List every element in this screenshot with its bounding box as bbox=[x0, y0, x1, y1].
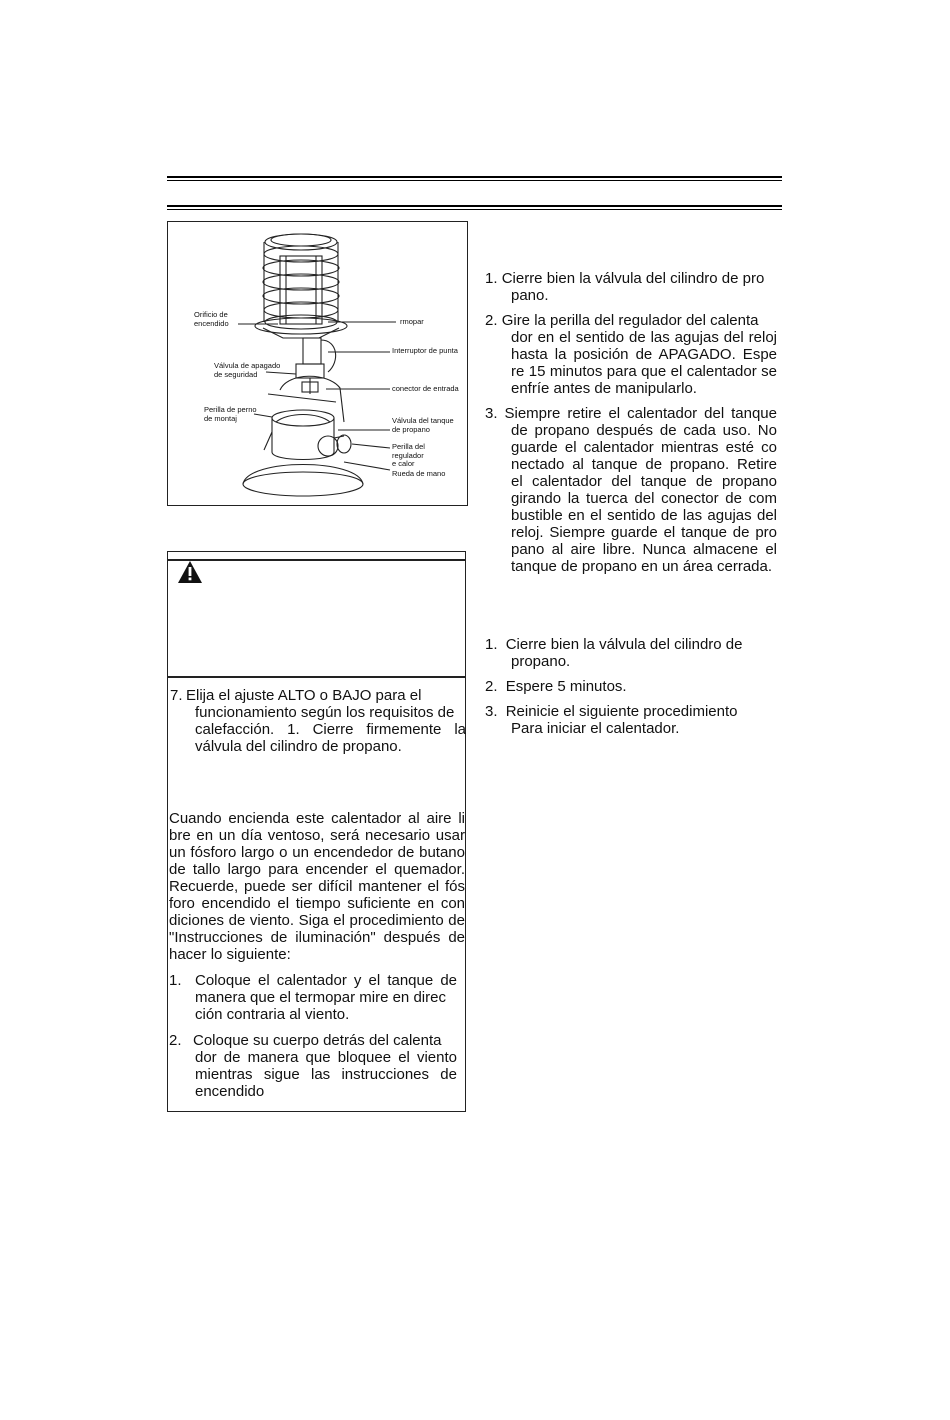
relight-item-3-number: 3. bbox=[485, 703, 498, 720]
shutdown-item-3-line: de propano después de cada uso. No bbox=[511, 422, 777, 439]
relight-item-1-number: 1. bbox=[485, 636, 498, 653]
shutdown-item-2-line-4: re 15 minutos para que el calentador se bbox=[511, 363, 777, 380]
shutdown-item-3-line: girando la tuerca del conector de com bbox=[511, 490, 777, 507]
label-conector: conector de entrada bbox=[392, 384, 459, 393]
relight-item-1 bbox=[485, 636, 777, 670]
windy-item-1-line-2: manera que el termopar mire en direc bbox=[195, 989, 446, 1006]
shutdown-item-2-line-2: dor en el sentido de las agujas del reloj bbox=[511, 329, 777, 346]
shutdown-item-2-number: 2. bbox=[485, 312, 498, 329]
shutdown-item-2-line-3: hasta la posición de APAGADO. Espe bbox=[511, 346, 777, 363]
windy-item-2-line-4: encendido bbox=[195, 1083, 265, 1100]
relight-item-2-line-1: Espere 5 minutos. bbox=[505, 678, 627, 695]
header-rule-top-thin bbox=[167, 180, 782, 181]
heater-figure bbox=[167, 221, 468, 506]
header-rule-bottom-thin bbox=[167, 209, 782, 210]
shutdown-item-3-line: bustible en el sentido de las agujas del bbox=[511, 507, 777, 524]
header-rule-top-thick bbox=[167, 176, 782, 178]
step-7-line-1: Elija el ajuste ALTO o BAJO para el bbox=[186, 687, 422, 704]
shutdown-item-3-line-1 bbox=[485, 405, 777, 422]
label-termopar: rmopar bbox=[400, 317, 424, 326]
windy-item-1-number: 1. bbox=[169, 972, 182, 989]
step-7-number: 7. bbox=[170, 687, 183, 704]
shutdown-item-3-line: nectado al tanque de propano. Retire bbox=[511, 456, 777, 473]
step-7-line-2: funcionamiento según los requisitos de bbox=[195, 704, 455, 721]
warning-header-rule bbox=[168, 559, 465, 561]
relight-item-3-line-1: Reinicie el siguiente procedimiento bbox=[505, 703, 738, 720]
shutdown-item-3-line: tanque de propano en un área cerrada. bbox=[511, 558, 773, 575]
para-line: de tallo largo para encender el quemador. bbox=[169, 861, 465, 878]
windy-item-2 bbox=[169, 1032, 459, 1102]
label-rueda: Rueda de mano bbox=[392, 469, 446, 478]
para-line: Recuerde, puede ser difícil mantener el fós bbox=[169, 878, 465, 895]
windy-item-2-line-2: dor de manera que bloquee el viento bbox=[195, 1049, 457, 1066]
shutdown-item-1-number: 1. bbox=[485, 270, 498, 287]
para-line: foro encendido el tiempo suficiente en con bbox=[169, 895, 465, 912]
relight-item-3 bbox=[485, 703, 777, 737]
label-orificio: Orificio de encendido bbox=[194, 310, 229, 328]
para-line: un fósforo largo o un encendedor de butano bbox=[169, 844, 465, 861]
label-perilla-regulador: Perilla del regulador e calor bbox=[392, 442, 425, 468]
relight-item-1-line-1: Cierre bien la válvula del cilindro de bbox=[505, 636, 743, 653]
relight-item-1-line-2: propano. bbox=[511, 653, 571, 670]
shutdown-item-2 bbox=[485, 312, 777, 397]
shutdown-item-3-number: 3. bbox=[485, 405, 498, 422]
label-valvula-tanque: Válvula del tanque de propano bbox=[392, 416, 454, 434]
shutdown-item-1-line-1: Cierre bien la válvula del cilindro de pro bbox=[501, 270, 765, 287]
windy-item-2-number: 2. bbox=[169, 1032, 182, 1049]
relight-item-2-number: 2. bbox=[485, 678, 498, 695]
para-line: hacer lo siguiente: bbox=[169, 946, 291, 963]
shutdown-item-3-line: pano al aire libre. Nunca almacene el bbox=[511, 541, 777, 558]
step-7-line-4: válvula del cilindro de propano. bbox=[195, 738, 402, 755]
warning-divider bbox=[168, 676, 465, 678]
shutdown-item-2-line-5: enfríe antes de manipularlo. bbox=[511, 380, 697, 397]
windy-item-2-line-3: mientras sigue las instrucciones de bbox=[195, 1066, 457, 1083]
windy-item-1 bbox=[169, 972, 459, 1026]
para-line: diciones de viento. Siga el procedimiento de bbox=[169, 912, 465, 929]
label-perilla-perno: Perilla de perno de montaj bbox=[204, 405, 257, 423]
warning-box bbox=[167, 551, 466, 1112]
step-7 bbox=[170, 687, 466, 757]
shutdown-list bbox=[485, 270, 777, 575]
warning-triangle-icon bbox=[177, 560, 203, 584]
label-interruptor: Interruptor de punta bbox=[392, 346, 458, 355]
relight-item-2 bbox=[485, 678, 777, 695]
shutdown-item-3 bbox=[485, 405, 777, 575]
para-line: Cuando encienda este calentador al aire li bbox=[169, 810, 465, 827]
para-line: "Instrucciones de iluminación" después de bbox=[169, 929, 465, 946]
relight-list bbox=[485, 636, 777, 737]
shutdown-item-2-line-1: Gire la perilla del regulador del calenta bbox=[501, 312, 759, 329]
shutdown-item-3-line-1-text: Siempre retire el calentador del tanque bbox=[504, 405, 777, 422]
windy-item-1-line-3: ción contraria al viento. bbox=[195, 1006, 350, 1023]
shutdown-item-3-line: reloj. Siempre guarde el tanque de pro bbox=[511, 524, 777, 541]
shutdown-item-1-line-2: pano. bbox=[511, 287, 549, 304]
shutdown-item-1 bbox=[485, 270, 777, 304]
para-line: bre en un día ventoso, será necesario usar bbox=[169, 827, 465, 844]
label-valvula-apagado: Válvula de apagado de seguridad bbox=[214, 361, 281, 379]
header-rule-bottom-thick bbox=[167, 205, 782, 207]
relight-item-3-line-2: Para iniciar el calentador. bbox=[511, 720, 680, 737]
windy-item-1-line-1: Coloque el calentador y el tanque de bbox=[195, 972, 457, 989]
windy-item-2-line-1: Coloque su cuerpo detrás del calenta bbox=[193, 1032, 442, 1049]
shutdown-item-3-line: el calentador del tanque de propano bbox=[511, 473, 777, 490]
windy-paragraph bbox=[169, 810, 465, 963]
shutdown-item-3-line: guarde el calentador mientras esté co bbox=[511, 439, 777, 456]
step-7-line-3: calefacción. 1. Cierre firmemente la bbox=[195, 721, 466, 738]
